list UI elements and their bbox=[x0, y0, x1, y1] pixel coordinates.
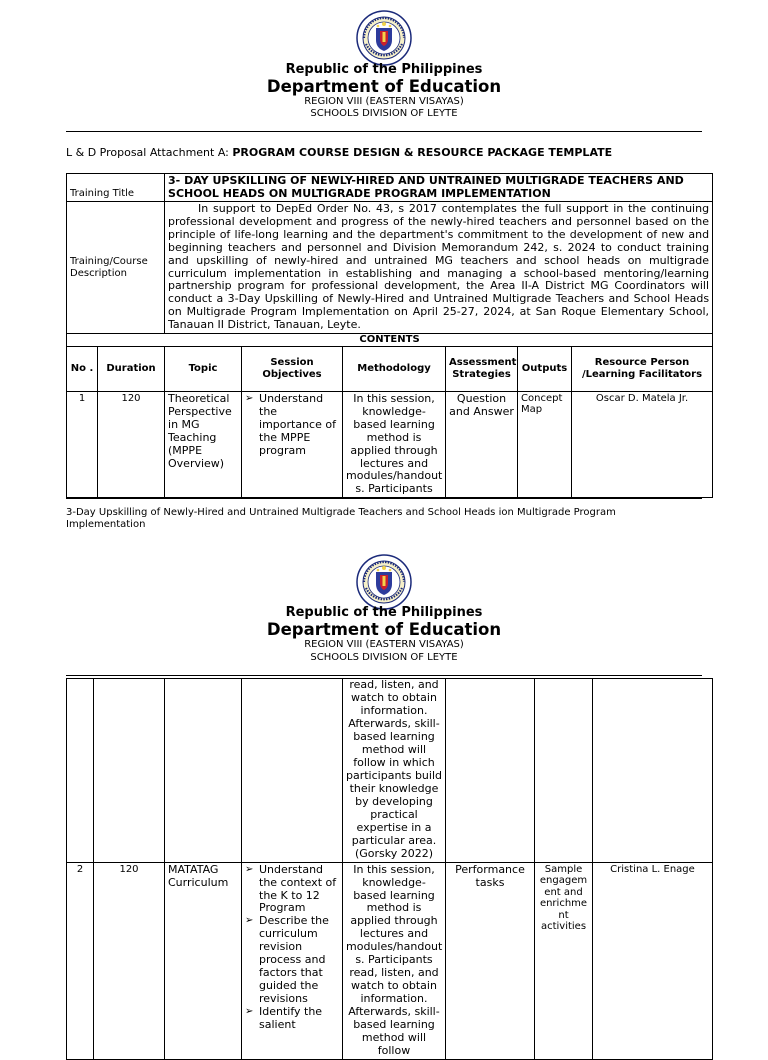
col-methodology: Methodology bbox=[343, 346, 446, 391]
header-divider bbox=[66, 131, 702, 132]
row2-topic: MATATAG Curriculum bbox=[165, 862, 242, 1060]
col-topic: Topic bbox=[165, 346, 242, 391]
row1-cont-objectives bbox=[242, 679, 343, 863]
table-row bbox=[67, 679, 713, 863]
row2-duration: 120 bbox=[94, 862, 165, 1060]
row1-duration: 120 bbox=[98, 391, 165, 498]
department-name-2: Department of Education bbox=[266, 620, 502, 639]
row1-assessment: Question and Answer bbox=[446, 391, 518, 498]
division-name-2: SCHOOLS DIVISION OF LEYTE bbox=[310, 652, 458, 663]
row2-assessment: Performance tasks bbox=[446, 862, 535, 1060]
training-title-value: 3- DAY UPSKILLING OF NEWLY-HIRED AND UNTRAINED MULTIGRADE TEACHERS AND SCHOOL HEADS ON MULTIGRADE PROGRAM IMPLEMENTATION bbox=[165, 174, 713, 202]
row1-methodology: In this session, knowledge-based learning method is applied through lectures and modules/handout s. Participants bbox=[343, 391, 446, 498]
description-label: Training/Course Description bbox=[67, 202, 165, 334]
program-design-table-continued bbox=[66, 678, 713, 1060]
col-outputs: Outputs bbox=[518, 346, 572, 391]
region-name-2: REGION VIII (EASTERN VISAYAS) bbox=[304, 639, 464, 650]
row2-objective-item: ➢ Understand the context of the K to 12 Program bbox=[245, 864, 339, 916]
row2-objectives bbox=[242, 862, 343, 1060]
row1-objectives bbox=[242, 391, 343, 498]
row1-cont-topic bbox=[165, 679, 242, 863]
region-name: REGION VIII (EASTERN VISAYAS) bbox=[304, 96, 464, 107]
row1-cont-methodology: read, listen, and watch to obtain information. Afterwards, skill-based learning method will follow in which participants build their knowledge by developing practical expertise in a particular area. (Gorsky 2022) bbox=[343, 679, 446, 863]
col-assessment: Assessment Strategies bbox=[446, 346, 518, 391]
row1-cont-outputs bbox=[535, 679, 593, 863]
row1-resource: Oscar D. Matela Jr. bbox=[572, 391, 713, 498]
row2-objective-item: ➢ Identify the salient bbox=[245, 1006, 339, 1032]
table-row bbox=[67, 391, 713, 498]
attachment-heading bbox=[66, 147, 612, 160]
table-row bbox=[67, 862, 713, 1060]
col-no: No . bbox=[67, 346, 98, 391]
row2-no: 2 bbox=[67, 862, 94, 1060]
row1-cont-duration bbox=[94, 679, 165, 863]
country-name: Republic of the Philippines bbox=[285, 62, 483, 77]
training-title-label: Training Title bbox=[67, 174, 165, 202]
description-value: In support to DepEd Order No. 43, s 2017 contemplates the full support in the continuing professional development and progress of the newly-hired teachers and personnel based on the principle of life-long learning and the department's commitment to the development of new and beginning teachers and personnel and Division Memorandum 242, s. 2024 to conduct training and upskilling of newly-hired and untrained MG teachers and school heads on multigrade curriculum implementation in establishing and managing a school-based mentoring/learning partnership program for professional development, the Area II-A District MG Coordinators will conduct a 3-Day Upskilling of Newly-Hired and Untrained Multigrade Teachers and School Heads on Multigrade Program Implementation on April 25-27, 2024, at San Roque Elementary School, Tanauan II District, Tanauan, Leyte. bbox=[165, 202, 713, 334]
footer-divider bbox=[66, 498, 702, 499]
deped-seal-logo bbox=[356, 10, 412, 66]
row2-methodology: In this session, knowledge-based learning method is applied through lectures and modules/handout s. Participants read, listen, and watch to obtain information. Afterwards, skill-based learning method will follow bbox=[343, 862, 446, 1060]
program-design-table bbox=[66, 173, 713, 498]
deped-seal-logo-2 bbox=[356, 554, 412, 610]
row1-no: 1 bbox=[67, 391, 98, 498]
row2-objective-item: ➢ Describe the curriculum revision process and factors that guided the revisions bbox=[245, 915, 339, 1006]
row1-outputs: Concept Map bbox=[518, 391, 572, 498]
col-resource-person: Resource Person /Learning Facilitators bbox=[572, 346, 713, 391]
attachment-title: PROGRAM COURSE DESIGN & RESOURCE PACKAGE TEMPLATE bbox=[232, 146, 613, 159]
row2-resource: Cristina L. Enage bbox=[593, 862, 713, 1060]
country-name-2: Republic of the Philippines bbox=[285, 605, 483, 620]
contents-header: CONTENTS bbox=[67, 333, 713, 346]
row1-cont-resource bbox=[593, 679, 713, 863]
division-name: SCHOOLS DIVISION OF LEYTE bbox=[310, 108, 458, 119]
row1-cont-assessment bbox=[446, 679, 535, 863]
row2-outputs: Sample engagem ent and enrichme nt activities bbox=[535, 862, 593, 1060]
col-session-objectives: Session Objectives bbox=[242, 346, 343, 391]
attachment-prefix: L & D Proposal Attachment A: bbox=[66, 146, 229, 159]
row1-objective-item: ➢ Understand the importance of the MPPE program bbox=[245, 393, 339, 458]
page-footer: 3-Day Upskilling of Newly-Hired and Untrained Multigrade Teachers and School Heads ion Multigrade Program Implementation bbox=[66, 507, 616, 530]
header-divider-2 bbox=[66, 675, 702, 676]
department-name: Department of Education bbox=[266, 77, 502, 96]
col-duration: Duration bbox=[98, 346, 165, 391]
row1-topic: Theoretical Perspective in MG Teaching (MPPE Overview) bbox=[165, 391, 242, 498]
row1-cont-no bbox=[67, 679, 94, 863]
